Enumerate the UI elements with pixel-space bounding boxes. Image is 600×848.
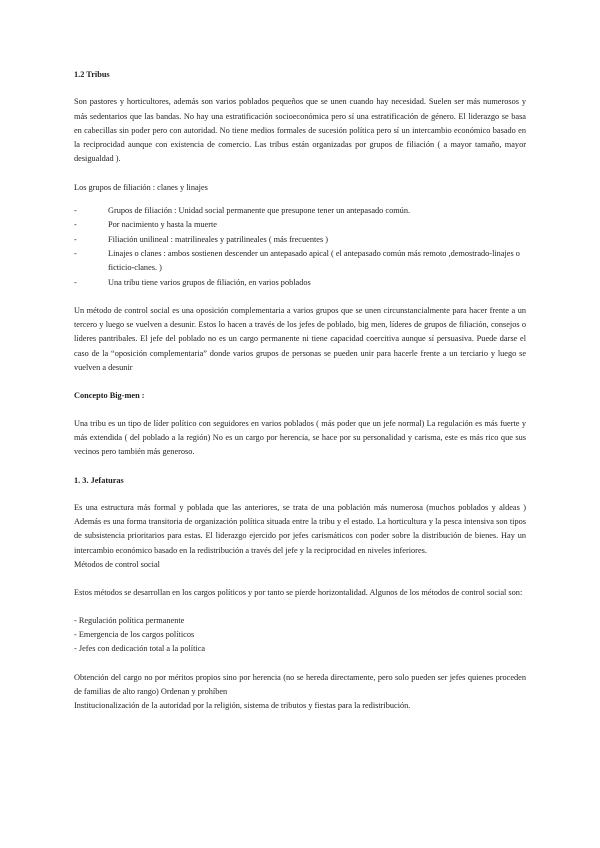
- list-item: - Filiación unilineal : matrilineales y patrilineales ( más frecuentes ): [108, 233, 526, 247]
- list-item: - Por nacimiento y hasta la muerte: [108, 218, 526, 232]
- section-heading-tribus: 1.2 Tribus: [74, 70, 110, 79]
- institutionalization-paragraph: Institucionalización de la autoridad por la religión, sistema de tributos y fiestas para la redistribución.: [74, 701, 411, 711]
- section-heading-bigmen: Concepto Big-men :: [74, 391, 145, 401]
- filiation-groups-list: [74, 204, 526, 290]
- list-item: - Jefes con dedicación total a la política: [74, 644, 206, 654]
- list-item: - Grupos de filiación : Unidad social permanente que presupone tener un antepasado común.: [108, 204, 526, 218]
- control-methods-title: Métodos de control social: [74, 560, 160, 570]
- social-control-paragraph: Un método de control social es una oposición complementaria a varios grupos que se unen circunstancialmente para hacer frente a un tercero y luego se vuelven a desunir. Estos lo hacen a través de los jefes de poblado, big men, líderes de grupos de filiación, consejos o líderes pantribales. El jefe del poblado no es un cargo permanente ni tiene capacidad coercitiva aunque sí persuasiva. Puede darse el caso de la “oposición complementaria” donde varios grupos de personas se pueden unir para hacerle frente a un terciario y luego se vuelven a desunir: [74, 305, 526, 373]
- bigmen-paragraph: Una tribu es un tipo de líder político con seguidores en varios poblados ( más poder que un jefe normal) La regulación es más fuerte y más extendida ( del poblado a la región) No es un cargo por herencia, se hace por su personalidad y carisma, este es más rico que sus vecinos pero también más generoso.: [74, 418, 526, 457]
- section-heading-jefaturas: 1. 3. Jefaturas: [74, 475, 124, 485]
- jefaturas-intro-paragraph: Es una estructura más formal y poblada que las anteriores, se trata de una población más numerosa (muchos poblados y aldeas ) Además es una forma transitoria de organización política situada entre la tribu y el estado. La horticultura y la pesca intensiva son tipos de subsistencia prioritarios para estas. El liderazgo ejercido por jefes carismáticos con poder sobre la distribución de bienes. Hay un intercambio económico basado en la redistribución a través del jefe y la reciprocidad en niveles inferiores.: [74, 502, 526, 555]
- list-item: - Una tribu tiene varios grupos de filiación, en varios poblados: [108, 276, 526, 290]
- filiation-groups-title: Los grupos de filiación : clanes y linajes: [74, 182, 208, 192]
- tribus-intro-paragraph: Son pastores y horticultores, además son varios poblados pequeños que se unen cuando hay necesidad. Suelen ser más numerosos y más sedentarios que las bandas. No hay una estratificación socioeconómica pero sí una estratificación de género. El liderazgo se basa en cabecillas sin poder pero con autoridad. No tiene medios formales de sucesión política pero sí un intercambio económico basado en la reciprocidad aunque con existencia de comercio. Las tribus están organizadas por grupos de filiación ( a mayor tamaño, mayor desigualdad ).: [74, 97, 526, 164]
- list-item: - Linajes o clanes : ambos sostienen descender un antepasado apical ( el antepasado común más remoto ,demostrado-linajes o ficticio-clanes. ): [108, 247, 526, 276]
- list-item: - Regulación política permanente: [74, 615, 185, 625]
- succession-paragraph: Obtención del cargo no por méritos propios sino por herencia (no se hereda directamente, pero solo pueden ser jefes quienes proceden de familias de alto rango) Ordenan y prohíben: [74, 672, 526, 696]
- list-item: - Emergencia de los cargos políticos: [74, 629, 195, 639]
- control-methods-list: [74, 614, 526, 657]
- control-methods-paragraph: Estos métodos se desarrollan en los cargos políticos y por tanto se pierde horizontalidad. Algunos de los métodos de control social son:: [74, 588, 523, 598]
